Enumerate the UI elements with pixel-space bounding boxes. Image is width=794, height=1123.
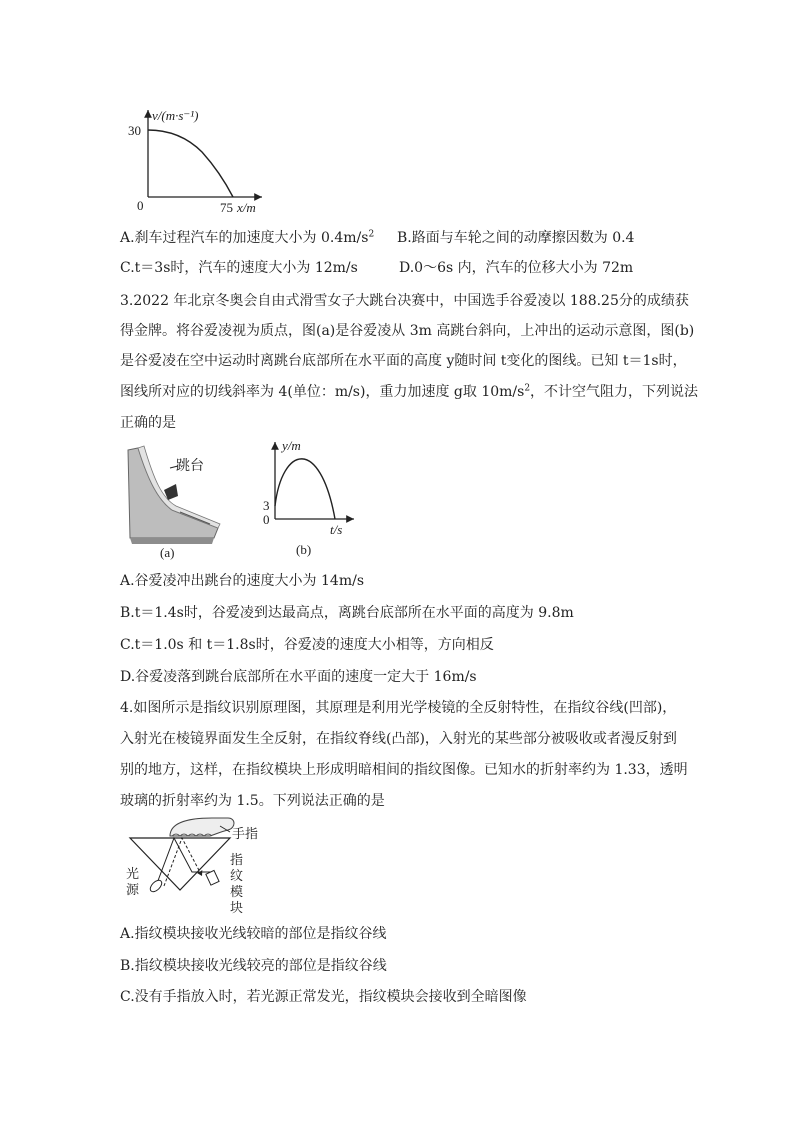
x-axis-label: x/m: [237, 200, 256, 215]
light-source-icon: [148, 878, 164, 894]
ski-jump-figure: [120, 440, 240, 560]
origin-label: 0: [263, 512, 270, 527]
light-source-label-2: 源: [126, 882, 140, 897]
figure-b-caption: (b): [296, 542, 312, 557]
fingerprint-module-icon: [206, 870, 219, 885]
q2-option-c: C.t＝3s时，汽车的速度大小为 12m/s: [120, 260, 358, 276]
light-source-label-1: 光: [126, 866, 140, 881]
fingerprint-prism-figure: [120, 814, 280, 918]
finger-label: 手指: [232, 826, 259, 841]
superscript: 2: [368, 229, 375, 240]
figure-a-caption: (a): [160, 545, 175, 560]
module-label-2: 纹: [230, 868, 244, 883]
q4-option-a: A.指纹模块接收光线较暗的部位是指纹谷线: [120, 926, 387, 942]
q4-stem-line-2: 入射光在棱镜界面发生全反射，在指纹脊线(凸部)，入射光的某些部分被吸收或者漫反射到: [120, 731, 677, 747]
velocity-curve: [148, 130, 233, 197]
q2-option-d: D.0～6s 内，汽车的位移大小为 72m: [399, 260, 634, 276]
q3-stem-line-5: 正确的是: [120, 415, 176, 431]
reflected-ray-solid: [156, 838, 212, 886]
q3-stem-line-4b: ，不计空气阻力，下列说法: [530, 384, 699, 400]
q3-stem-line-4a: 图线所对应的切线斜率为 4(单位：m/s)，重力加速度 g取 10m/s: [120, 384, 525, 400]
q4-option-b: B.指纹模块接收光线较亮的部位是指纹谷线: [120, 958, 387, 974]
q2-option-a: [120, 228, 374, 248]
q3-option-c: C.t＝1.0s 和 t＝1.8s时，谷爱凌的速度大小相等，方向相反: [120, 637, 494, 653]
y-axis-label: v/(m·s⁻¹): [152, 108, 199, 123]
q3-stem-line-2: 得金牌。将谷爱凌视为质点，图(a)是谷爱凌从 3m 高跳台斜向，上冲出的运动示意图，图(b): [120, 323, 695, 339]
ski-slope-side: [130, 538, 214, 544]
module-label-3: 模: [230, 884, 244, 899]
q4-option-c: C.没有手指放入时，若光源正常发光，指纹模块会接收到全暗图像: [120, 989, 527, 1005]
velocity-displacement-graph: [120, 100, 270, 220]
height-time-graph: [250, 436, 360, 560]
y-axis-label: y/m: [282, 438, 301, 453]
q4-stem-line-3: 别的地方，这样，在指纹模块上形成明暗相间的指纹图像。已知水的折射率约为 1.33，透明: [120, 762, 688, 778]
q3-stem-line-1: 3.2022 年北京冬奥会自由式滑雪女子大跳台决赛中，中国选手谷爱凌以 188.25分的成绩获: [120, 293, 689, 309]
q3-option-b: B.t＝1.4s时，谷爱凌到达最高点，离跳台底部所在水平面的高度为 9.8m: [120, 605, 574, 621]
x-value-label: 75: [220, 200, 233, 215]
height-curve: [275, 459, 335, 519]
y-value-label: 30: [128, 123, 141, 138]
superscript: 2: [524, 383, 531, 394]
module-label-4: 块: [230, 900, 244, 915]
q2-option-b: B.路面与车轮之间的动摩擦因数为 0.4: [397, 230, 635, 246]
finger-shape: [170, 818, 234, 836]
q3-stem-line-3: 是谷爱凌在空中运动时离跳台底部所在水平面的高度 y随时间 t变化的图线。已知 t＝1s时，: [120, 353, 687, 369]
q3-option-d: D.谷爱凌落到跳台底部所在水平面的速度一定大于 16m/s: [120, 669, 477, 685]
q4-stem-line-1: 4.如图所示是指纹识别原理图，其原理是利用光学棱镜的全反射特性，在指纹谷线(凹部)，: [120, 700, 677, 716]
module-label-1: 指: [230, 852, 244, 867]
q3-option-a: A.谷爱凌冲出跳台的速度大小为 14m/s: [120, 573, 365, 589]
q4-stem-line-4: 玻璃的折射率约为 1.5。下列说法正确的是: [120, 793, 385, 809]
q2-option-a-text: A.刹车过程汽车的加速度大小为 0.4m/s: [120, 230, 369, 246]
origin-label: 0: [137, 198, 144, 213]
ski-jump-label: 跳台: [176, 459, 204, 474]
q3-stem-line-4: [120, 382, 698, 402]
x-axis-label: t/s: [330, 522, 343, 537]
y-3-label: 3: [263, 498, 270, 513]
